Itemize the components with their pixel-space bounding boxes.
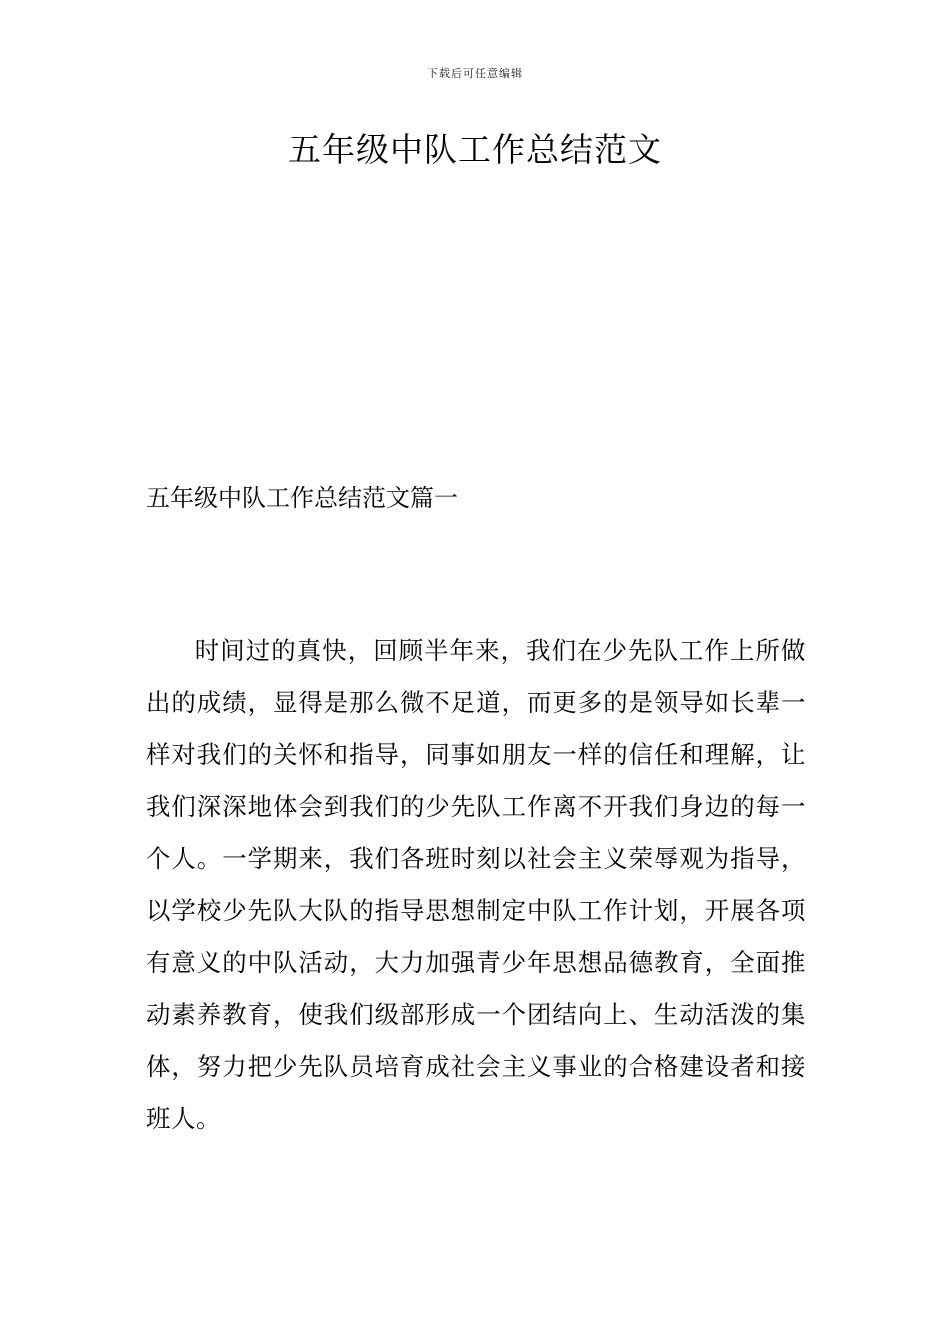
- header-note: 下载后可任意编辑: [427, 67, 523, 80]
- body-paragraph: 时间过的真快，回顾半年来，我们在少先队工作上所做出的成绩，显得是那么微不足道，而更多的是领导如长辈一样对我们的关怀和指导，同事如朋友一样的信任和理解，让我们深深地体会到我们的少先队工作离不开我们身边的每一个人。一学期来，我们各班时刻以社会主义荣辱观为指导，以学校少先队大队的指导思想制定中队工作计划，开展各项有意义的中队活动，大力加强青少年思想品德教育，全面推动素养教育，使我们级部形成一个团结向上、生动活泼的集体，努力把少先队员培育成社会主义事业的合格建设者和接班人。: [146, 636, 806, 1133]
- document-title: 五年级中队工作总结范文: [288, 130, 662, 169]
- section-heading: 五年级中队工作总结范文篇一: [146, 484, 458, 512]
